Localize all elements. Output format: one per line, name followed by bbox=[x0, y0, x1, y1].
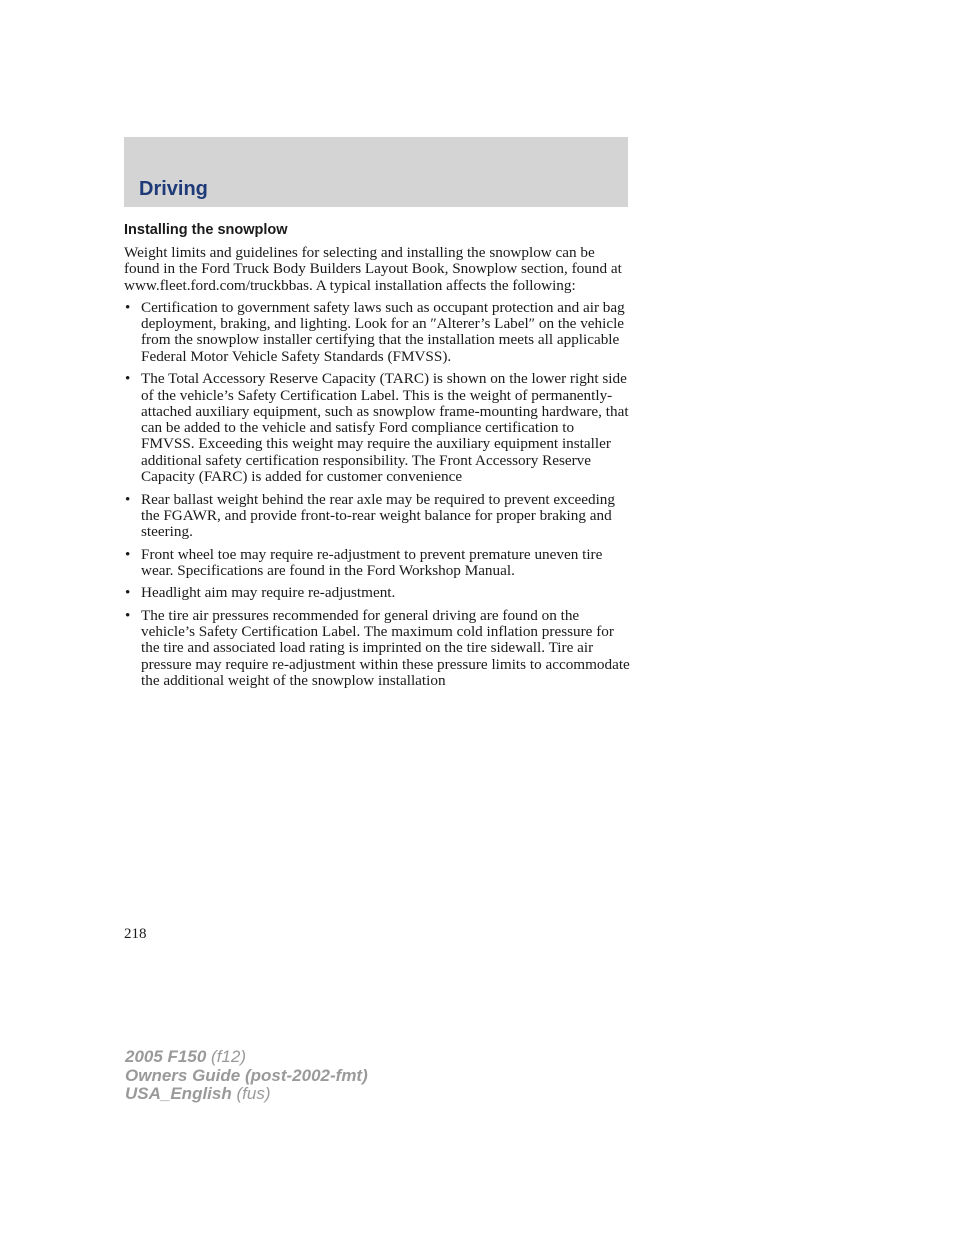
section-header-band bbox=[124, 137, 628, 207]
bullet-item: • Certification to government safety laws such as occupant protection and air bag deployment, braking, and lighting. Look for an ″Alterer’s Label″ on the vehicle from the snowplow installer certifying that the installation meets all applicable Federal Motor Vehicle Safety Standards (FMVSS). bbox=[124, 300, 630, 365]
footer-line-model bbox=[125, 1048, 368, 1067]
section-title: Driving bbox=[139, 178, 208, 200]
document-footer bbox=[125, 1048, 368, 1104]
footer-line-language bbox=[125, 1085, 368, 1104]
bullet-item: • The Total Accessory Reserve Capacity (TARC) is shown on the lower right side of the vehicle’s Safety Certification Label. This is the weight of permanently-attached auxiliary equipment, such as snowplow frame-mounting hardware, that can be added to the vehicle and satisfy Ford compliance certification to FMVSS. Exceeding this weight may require the auxiliary equipment installer additional safety certification responsibility. The Front Accessory Reserve Capacity (FARC) is added for customer convenience bbox=[124, 371, 630, 485]
footer-model: 2005 F150 bbox=[125, 1047, 207, 1066]
footer-model-code: (f12) bbox=[211, 1047, 246, 1066]
footer-guide: Owners Guide (post-2002-fmt) bbox=[125, 1065, 368, 1085]
page-content bbox=[124, 221, 630, 696]
bullet-item: • Front wheel toe may require re-adjustment to prevent premature uneven tire wear. Specifications are found in the Ford Workshop Manual. bbox=[124, 547, 630, 580]
page-number: 218 bbox=[124, 926, 147, 942]
bullet-item: • Headlight aim may require re-adjustment. bbox=[124, 585, 630, 601]
bullet-item: • The tire air pressures recommended for general driving are found on the vehicle’s Safety Certification Label. The maximum cold inflation pressure for the tire and associated load rating is imprinted on the tire sidewall. Tire air pressure may require re-adjustment within these pressure limits to accommodate the additional weight of the snowplow installation bbox=[124, 608, 630, 689]
footer-line-guide bbox=[125, 1067, 368, 1086]
bullet-item: • Rear ballast weight behind the rear axle may be required to prevent exceeding the FGAWR, and provide front-to-rear weight balance for proper braking and steering. bbox=[124, 492, 630, 541]
footer-language-code: (fus) bbox=[236, 1084, 271, 1103]
bullet-list bbox=[124, 300, 630, 689]
intro-paragraph: Weight limits and guidelines for selecting and installing the snowplow can be found in the Ford Truck Body Builders Layout Book, Snowplow section, found at www.fleet.ford.com/truckbbas. A typical installation affects the following: bbox=[124, 244, 622, 294]
footer-language: USA_English bbox=[125, 1084, 232, 1103]
subheading: Installing the snowplow bbox=[124, 222, 288, 238]
